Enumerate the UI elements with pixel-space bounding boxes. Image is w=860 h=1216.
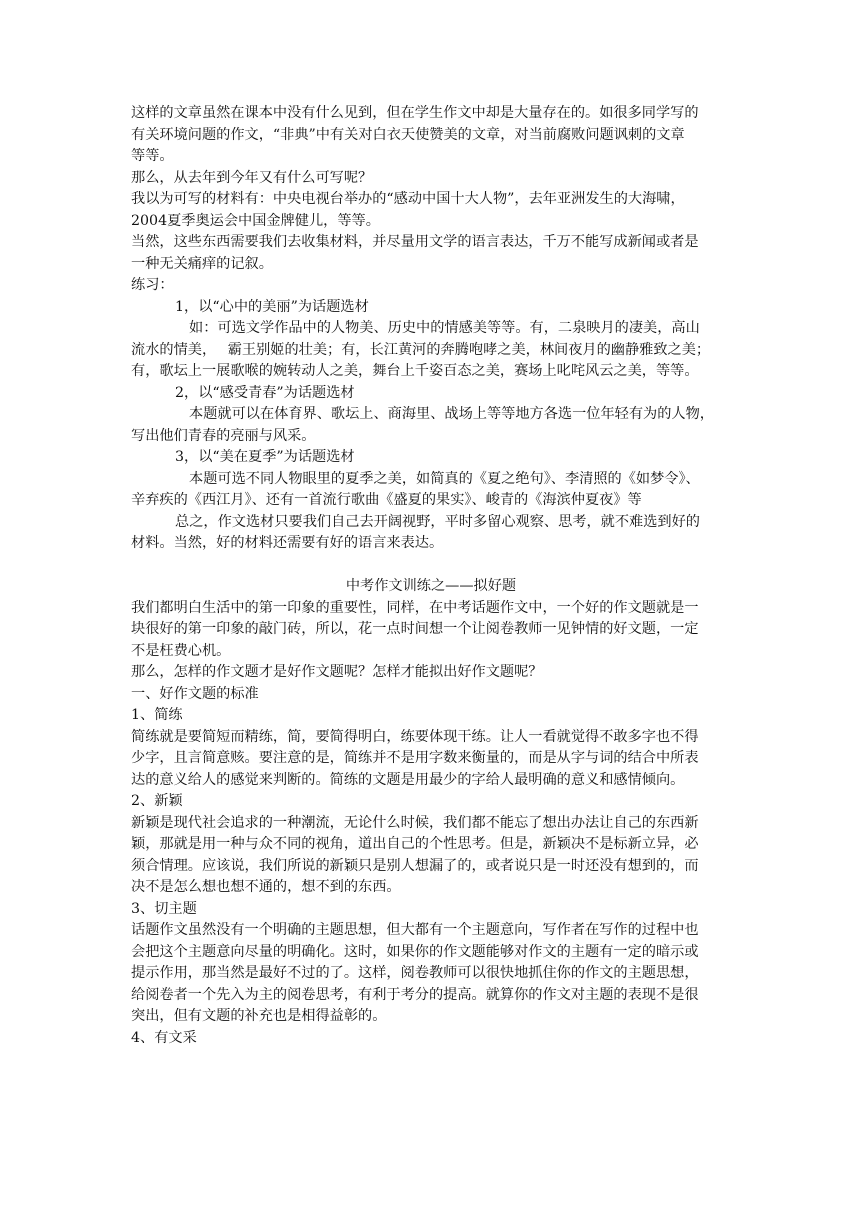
exercise-2-body [131,404,731,447]
exercise-1-body [131,318,731,383]
intro-paragraph-4 [131,232,731,275]
heading-standards: 一、好作文题的标准 [131,685,259,702]
subheading-literary: 4、有文采 [131,1029,197,1046]
paragraph-novel [131,813,731,899]
text-line: 一种无关痛痒的记叙。 [131,255,273,272]
text-line: 新颖是现代社会追求的一种潮流，无论什么时候，我们都不能忘了想出办法让自己的东西新 [131,814,699,831]
text-line: 材料。当然，好的材料还需要有好的语言来表达。 [131,535,444,551]
text-line: 流水的情美， 霸王别姬的壮美；有，长江黄河的奔腾咆哮之美，林间夜月的幽静雅致之美； [131,341,711,358]
text-line: 给阅卷者一个先入为主的阅卷思考，有利于考分的提高。就算你的作文对主题的表现不是很 [131,986,699,1003]
text-line: 等等。 [131,148,174,164]
text-line: 决不是怎么想也想不通的，想不到的东西。 [131,879,401,895]
text-line: 须合情理。应该说，我们所说的新颖只是别人想漏了的，或者说只是一时还没有想到的，而 [131,857,699,874]
intro-paragraph-3 [131,189,731,232]
text-line: 少字，且言简意赅。要注意的是，简练并不是用字数来衡量的，而是从字与词的结合中所表 [131,750,699,766]
text-line: 会把这个主题意向尽量的明确化。这时，如果你的作文题能够对作文的主题有一定的暗示或 [131,943,699,960]
paragraph-concise [131,727,731,792]
text-line: 辛弃疾的《西江月》、还有一首流行歌曲《盛夏的果实》、峻青的《海滨仲夏夜》等 [131,492,642,508]
summary-paragraph [131,512,731,555]
text-line: 总之，作文选材只要我们自己去开阔视野，平时多留心观察、思考，就不难选到好的 [175,513,700,530]
blank-line [131,555,731,577]
section-intro [131,598,731,663]
section-question: 那么，怎样的作文题才是好作文题呢？怎样才能拟出好作文题呢？ [131,664,543,680]
text-line: 我以为可写的材料有：中央电视台举办的“感动中国十大人物”，去年亚洲发生的大海啸， [131,191,685,207]
text-line: 我们都明白生活中的第一印象的重要性，同样，在中考话题作文中，一个好的作文题就是一 [131,599,699,616]
text-line: 如：可选文学作品中的人物美、历史中的情感美等等。有，二泉映月的凄美，高山 [189,320,700,336]
text-line: 突出，但有文题的补充也是相得益彰的。 [131,1008,387,1024]
text-line: 提示作用，那当然是最好不过的了。这样，阅卷教师可以很快地抓住你的作文的主题思想， [131,965,699,981]
intro-paragraph-2: 那么，从去年到今年又有什么可写呢？ [131,169,373,186]
text-line: 2004夏季奥运会中国金牌健儿，等等。 [131,212,380,229]
subheading-concise: 1、简练 [131,707,183,723]
text-line: 话题作文虽然没有一个明确的主题思想，但大都有一个主题意向，写作者在写作的过程中也 [131,922,699,938]
text-line: 颖，那就是用一种与众不同的视角，道出自己的个性思考。但是，新颖决不是标新立异，必 [131,836,699,852]
text-line: 不是枉费心机。 [131,642,231,659]
text-line: 简练就是要简短而精练，简，要简得明白，练要体现干练。让人一看就觉得不敢多字也不得 [131,728,699,745]
exercise-1-title: 1，以“心中的美丽”为话题选材 [175,298,369,315]
text-line: 本题可选不同人物眼里的夏季之美，如简真的《夏之绝句》、李清照的《如梦令》、 [189,470,700,487]
exercise-2-title: 2，以“感受青春”为话题选材 [175,384,355,401]
section-title: 中考作文训练之——拟好题 [345,578,517,594]
subheading-novel: 2、新颖 [131,793,183,809]
text-line: 本题就可以在体育界、歌坛上、商海里、战场上等等地方各选一位年轻有为的人物， [189,406,714,422]
intro-paragraph-1 [131,103,731,168]
text-line: 当然，这些东西需要我们去收集材料，并尽量用文学的语言表达，千万不能写成新闻或者是 [131,234,699,250]
text-line: 有，歌坛上一展歌喉的婉转动人之美，舞台上千姿百态之美，赛场上叱咤风云之美，等等。 [131,363,699,379]
paragraph-on-topic [131,920,731,1028]
document-page [131,103,731,1049]
text-line: 达的意义给人的感觉来判断的。简练的文题是用最少的字给人最明确的意义和感情倾向。 [131,771,685,788]
text-line: 块很好的第一印象的敲门砖，所以，花一点时间想一个让阅卷教师一见钟情的好文题，一定 [131,621,699,637]
exercise-3-body [131,469,731,512]
text-line: 这样的文章虽然在课本中没有什么见到，但在学生作文中却是大量存在的。如很多同学写的 [131,105,699,121]
text-line: 有关环境问题的作文，“非典”中有关对白衣天使赞美的文章，对当前腐败问题讽刺的文章 [131,126,685,143]
practice-label: 练习： [131,277,174,293]
exercise-3-title: 3，以“美在夏季”为话题选材 [175,449,355,465]
subheading-on-topic: 3、切主题 [131,900,197,917]
text-line: 写出他们青春的亮丽与风采。 [131,427,316,444]
